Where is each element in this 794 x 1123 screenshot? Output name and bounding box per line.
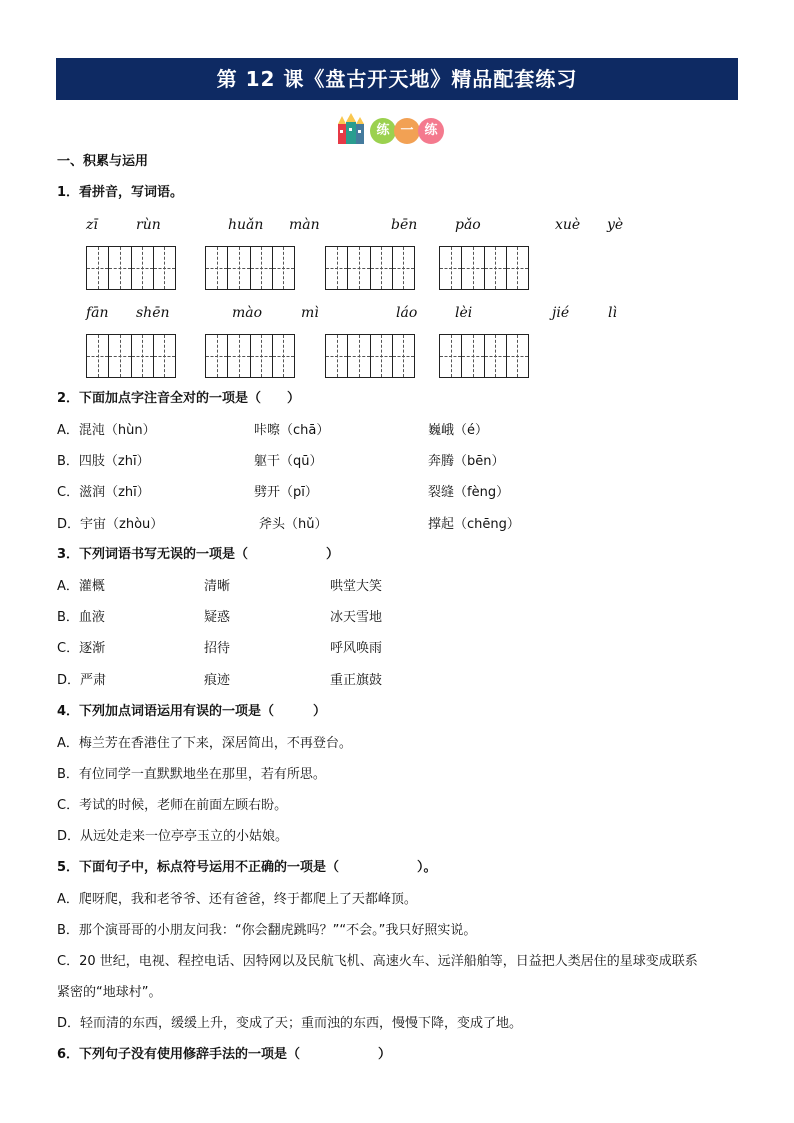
badge-char-3: 练	[418, 118, 444, 144]
section-title: 一、积累与运用	[57, 154, 149, 169]
writing-grid[interactable]	[325, 246, 415, 290]
option-item[interactable]: C．考试的时候，老师在前面左顾右盼。	[57, 798, 288, 813]
writing-grid[interactable]	[86, 334, 176, 378]
pinyin: fān	[86, 305, 109, 321]
option-item: 撑起（chēng）	[428, 517, 520, 532]
option-item[interactable]: A．灌概	[57, 579, 105, 594]
option-item: 清晰	[204, 579, 231, 594]
practice-badge	[336, 112, 448, 146]
option-item[interactable]: B．血液	[57, 610, 105, 625]
pinyin: mào	[232, 305, 263, 321]
writing-grid[interactable]	[325, 334, 415, 378]
option-item: 咔嚓（chā）	[254, 423, 330, 438]
question-3-title: 3．下列词语书写无误的一项是（ ）	[57, 547, 340, 562]
pinyin: lì	[608, 305, 617, 321]
pinyin: pǎo	[455, 217, 481, 233]
pinyin: màn	[289, 217, 320, 233]
pinyin: rùn	[136, 217, 161, 233]
option-item-continued: 紧密的“地球村”。	[57, 985, 162, 1000]
option-item: 巍峨（é）	[428, 423, 488, 438]
option-item: 哄堂大笑	[330, 579, 383, 594]
pinyin: lèi	[455, 305, 473, 321]
pinyin: shēn	[136, 305, 170, 321]
option-item[interactable]: D．严肃	[57, 673, 107, 688]
title-banner	[56, 58, 738, 100]
pencils-icon	[336, 112, 368, 146]
pinyin: yè	[607, 217, 624, 233]
option-item: 疑惑	[204, 610, 231, 625]
option-item: 裂缝（fèng）	[428, 485, 510, 500]
option-item[interactable]: A．混沌（hùn）	[57, 423, 156, 438]
option-item[interactable]: B．有位同学一直默默地坐在那里，若有所思。	[57, 767, 326, 782]
question-1-title: 1．看拼音，写词语。	[57, 185, 184, 200]
option-item: 躯干（qū）	[254, 454, 323, 469]
option-item[interactable]: D．轻而清的东西，缓缓上升，变成了天；重而浊的东西，慢慢下降，变成了地。	[57, 1016, 523, 1031]
option-item: 奔腾（bēn）	[428, 454, 505, 469]
pinyin: mì	[301, 305, 319, 321]
pinyin: bēn	[391, 217, 418, 233]
question-5-title: 5．下面句子中，标点符号运用不正确的一项是（ ）。	[57, 860, 437, 875]
option-item[interactable]: B．四肢（zhī）	[57, 454, 150, 469]
badge-char-1: 练	[370, 118, 396, 144]
pinyin: huǎn	[228, 217, 264, 233]
option-item: 痕迹	[204, 673, 231, 688]
option-item[interactable]: A．爬呀爬，我和老爷爷、还有爸爸，终于都爬上了天都峰顶。	[57, 892, 417, 907]
pinyin: láo	[396, 305, 418, 321]
option-item: 重正旗鼓	[330, 673, 383, 688]
question-2-title: 2．下面加点字注音全对的一项是（ ）	[57, 391, 301, 406]
pinyin: jié	[552, 305, 570, 321]
pinyin: xuè	[555, 217, 581, 233]
question-4-title: 4．下列加点词语运用有误的一项是（ ）	[57, 704, 327, 719]
option-item[interactable]: D．宇宙（zhòu）	[57, 517, 164, 532]
option-item: 招待	[204, 641, 231, 656]
writing-grid[interactable]	[439, 246, 529, 290]
option-item[interactable]: C．滋润（zhī）	[57, 485, 150, 500]
option-item[interactable]: B．那个演哥哥的小朋友问我：“你会翻虎跳吗？”“不会。”我只好照实说。	[57, 923, 477, 938]
option-item[interactable]: C．20 世纪，电视、程控电话、因特网以及民航飞机、高速火车、远洋船舶等，日益把人类居住的星球变成联系	[57, 954, 698, 969]
option-item: 冰天雪地	[330, 610, 383, 625]
option-item[interactable]: A．梅兰芳在香港住了下来，深居简出，不再登台。	[57, 736, 352, 751]
writing-grid[interactable]	[205, 246, 295, 290]
option-item[interactable]: C．逐渐	[57, 641, 106, 656]
badge-char-2: 一	[394, 118, 420, 144]
pinyin: zī	[86, 217, 98, 233]
question-6-title: 6．下列句子没有使用修辞手法的一项是（ ）	[57, 1047, 392, 1062]
option-item: 呼风唤雨	[330, 641, 383, 656]
page-title: 第 12 课《盘古开天地》精品配套练习	[216, 67, 578, 91]
option-item: 斧头（hǔ）	[259, 517, 328, 532]
option-item: 劈开（pī）	[254, 485, 318, 500]
writing-grid[interactable]	[205, 334, 295, 378]
writing-grid[interactable]	[86, 246, 176, 290]
option-item[interactable]: D．从远处走来一位亭亭玉立的小姑娘。	[57, 829, 289, 844]
writing-grid[interactable]	[439, 334, 529, 378]
